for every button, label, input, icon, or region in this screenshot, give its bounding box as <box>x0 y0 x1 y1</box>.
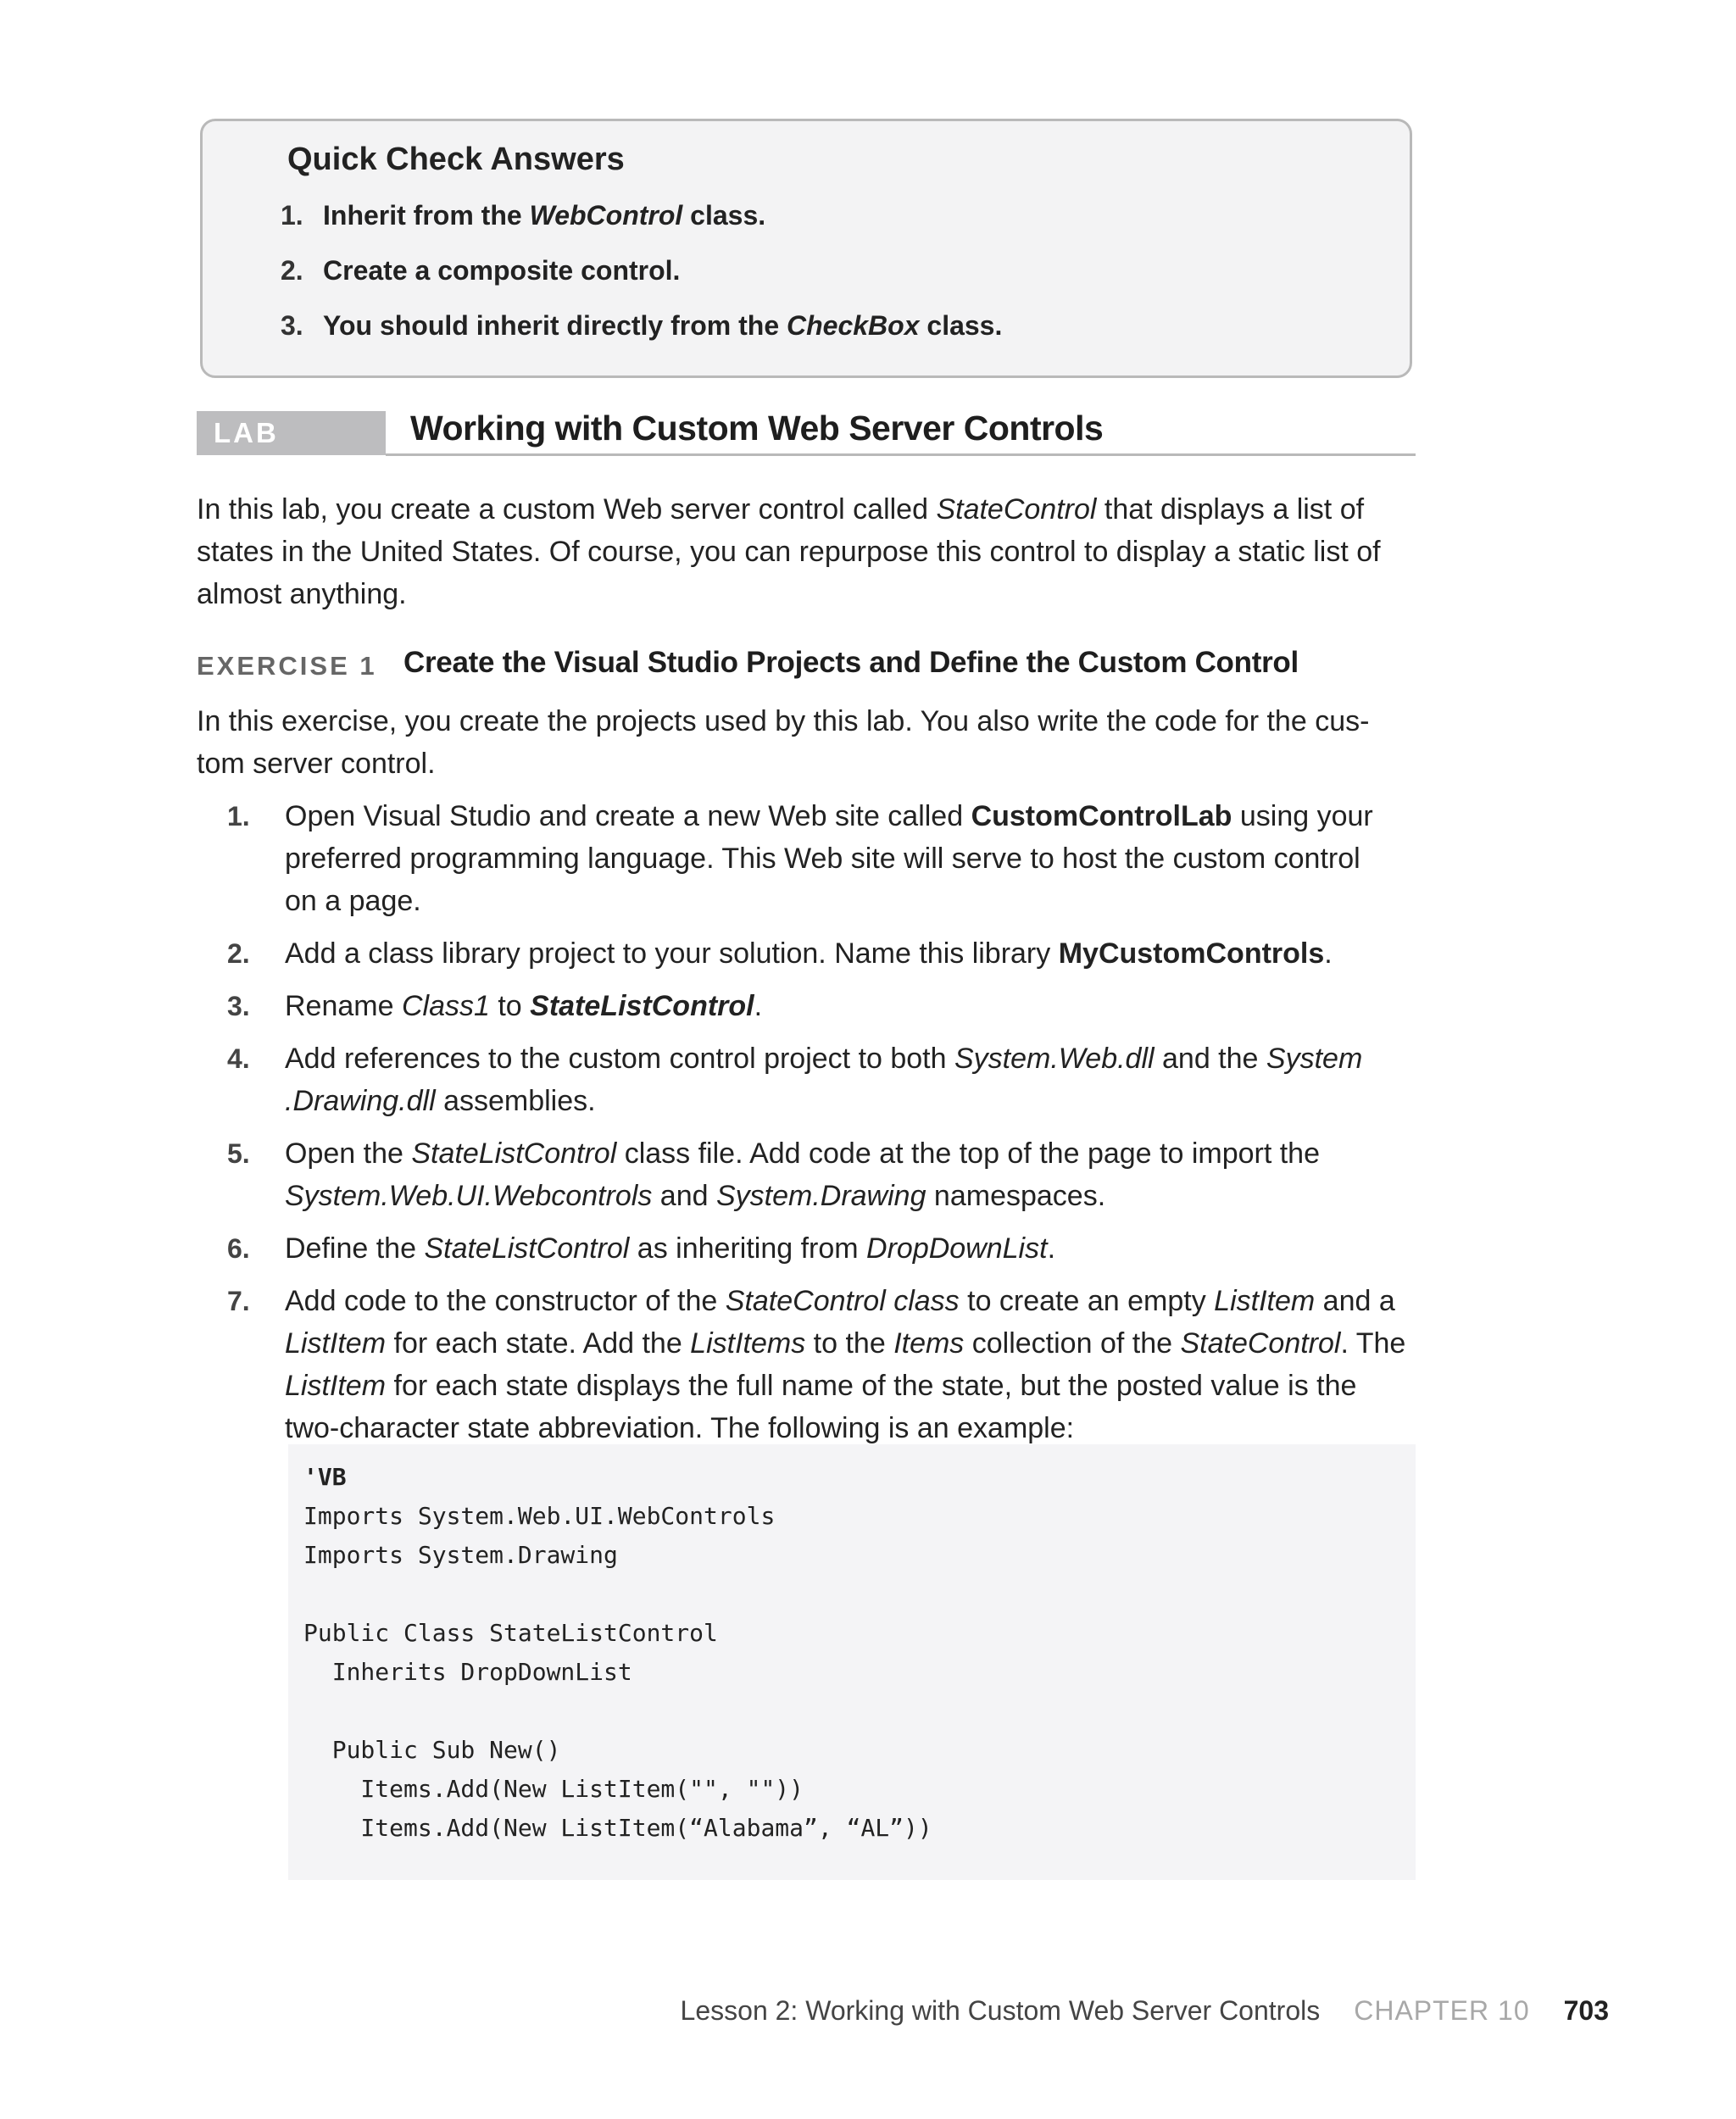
code-line: Items.Add(New ListItem(“Alabama”, “AL”)) <box>303 1814 932 1842</box>
step-number-3: 3. <box>227 991 250 1021</box>
step-5-line-1: Open the StateListControl class file. Add code at the top of the page to import the <box>285 1137 1320 1170</box>
step-number-1: 1. <box>227 801 250 831</box>
page-number: 703 <box>1563 1995 1609 2026</box>
step-number-6: 6. <box>227 1233 250 1264</box>
lab-intro-line-2: states in the United States. Of course, you can repurpose this control to display a static list of <box>197 536 1381 568</box>
footer-lesson: Lesson 2: Working with Custom Web Server Controls <box>680 1995 1321 2026</box>
quick-check-box <box>200 119 1412 378</box>
code-line: Imports System.Web.UI.WebControls <box>303 1502 776 1530</box>
lab-divider <box>386 453 1416 456</box>
lab-tag: LAB <box>197 411 386 455</box>
step-5-line-2: System.Web.UI.Webcontrols and System.Drawing namespaces. <box>285 1180 1106 1212</box>
quick-check-answer-1: 1. Inherit from the WebControl class. <box>281 200 766 231</box>
code-line: Public Sub New() <box>303 1736 561 1764</box>
code-block <box>288 1444 1416 1880</box>
step-7-line-3: ListItem for each state displays the full name of the state, but the posted value is the <box>285 1370 1357 1402</box>
lab-intro-line-3: almost anything. <box>197 578 407 610</box>
exercise-intro-line-1: In this exercise, you create the projects used by this lab. You also write the code for the cus- <box>197 705 1370 737</box>
exercise-title: Create the Visual Studio Projects and Define the Custom Control <box>403 646 1299 679</box>
step-4-line-1: Add references to the custom control project to both System.Web.dll and the System <box>285 1043 1363 1075</box>
code-language-label: 'VB <box>303 1463 347 1491</box>
exercise-intro-line-2: tom server control. <box>197 748 436 780</box>
lab-title: Working with Custom Web Server Controls <box>410 409 1104 448</box>
step-7-line-1: Add code to the constructor of the StateControl class to create an empty ListItem and a <box>285 1285 1395 1317</box>
step-6-line: Define the StateListControl as inheriting from DropDownList. <box>285 1232 1056 1265</box>
step-7-line-4: two-character state abbreviation. The following is an example: <box>285 1412 1075 1444</box>
step-number-7: 7. <box>227 1286 250 1316</box>
step-1-line-3: on a page. <box>285 885 421 917</box>
page-footer <box>681 1995 1609 2027</box>
code-line: Items.Add(New ListItem("", "")) <box>303 1775 804 1803</box>
step-7-line-2: ListItem for each state. Add the ListItems to the Items collection of the StateControl. The <box>285 1327 1406 1360</box>
step-4-line-2: .Drawing.dll assemblies. <box>285 1085 596 1117</box>
step-number-5: 5. <box>227 1138 250 1169</box>
lab-intro-line-1: In this lab, you create a custom Web server control called StateControl that displays a list of <box>197 493 1365 526</box>
step-3-line: Rename Class1 to StateListControl. <box>285 990 763 1022</box>
code-line: Inherits DropDownList <box>303 1658 632 1686</box>
quick-check-title: Quick Check Answers <box>287 142 625 177</box>
step-1-line-2: preferred programming language. This Web site will serve to host the custom control <box>285 843 1360 875</box>
quick-check-answer-3: 3. You should inherit directly from the CheckBox class. <box>281 310 1003 341</box>
step-2-line: Add a class library project to your solution. Name this library MyCustomControls. <box>285 937 1333 970</box>
exercise-label: EXERCISE 1 <box>197 651 377 681</box>
code-line: Public Class StateListControl <box>303 1619 718 1647</box>
footer-chapter: CHAPTER 10 <box>1354 1995 1530 2026</box>
step-number-2: 2. <box>227 938 250 969</box>
code-line: Imports System.Drawing <box>303 1541 618 1569</box>
step-1-line-1: Open Visual Studio and create a new Web site called CustomControlLab using your <box>285 800 1373 832</box>
quick-check-answer-2: 2. Create a composite control. <box>281 255 681 286</box>
step-number-4: 4. <box>227 1043 250 1074</box>
